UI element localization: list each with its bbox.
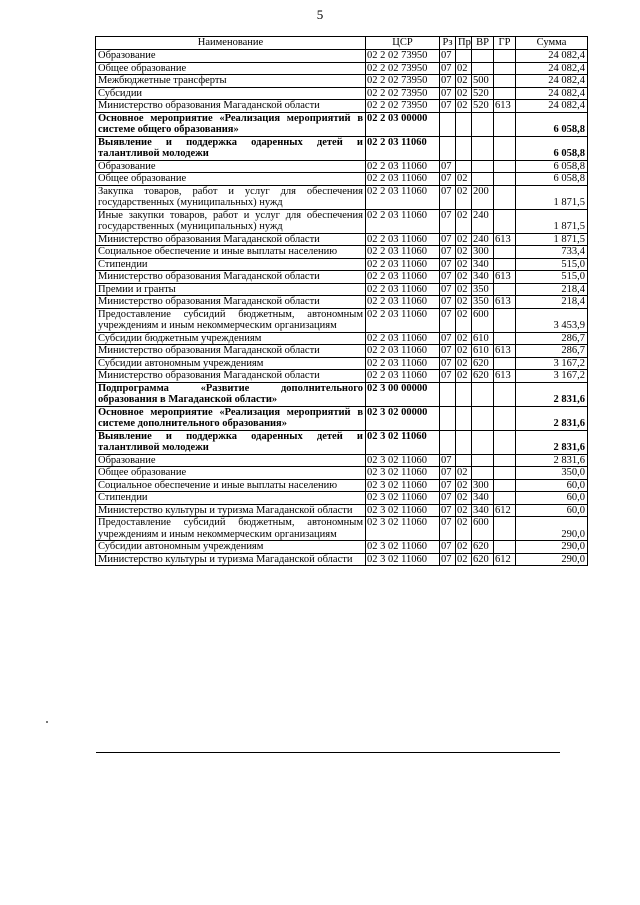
cell-name: Основное мероприятие «Реализация мероприятий в системе общего образования» [96, 112, 366, 136]
table-row [96, 454, 588, 467]
cell-sum: 350,0 [516, 467, 588, 480]
cell-vr [472, 430, 494, 454]
cell-gr [494, 479, 516, 492]
cell-gr [494, 75, 516, 88]
cell-pr: 02 [456, 258, 472, 271]
cell-pr: 02 [456, 233, 472, 246]
header-csr: ЦСР [366, 37, 440, 50]
cell-name: Субсидии бюджетным учреждениям [96, 332, 366, 345]
cell-name: Закупка товаров, работ и услуг для обеспечения государственных (муниципальных) нужд [96, 185, 366, 209]
header-vr: ВР [472, 37, 494, 50]
cell-sum: 733,4 [516, 246, 588, 259]
cell-sum: 24 082,4 [516, 100, 588, 113]
cell-sum: 24 082,4 [516, 62, 588, 75]
cell-name: Стипендии [96, 258, 366, 271]
cell-sum: 24 082,4 [516, 50, 588, 63]
cell-pr: 02 [456, 185, 472, 209]
cell-gr [494, 406, 516, 430]
cell-rz: 07 [440, 332, 456, 345]
cell-pr: 02 [456, 345, 472, 358]
cell-pr [456, 160, 472, 173]
cell-gr [494, 258, 516, 271]
cell-vr: 340 [472, 258, 494, 271]
table-row [96, 308, 588, 332]
cell-gr [494, 209, 516, 233]
cell-gr [494, 430, 516, 454]
cell-rz: 07 [440, 308, 456, 332]
cell-pr [456, 136, 472, 160]
cell-rz: 07 [440, 233, 456, 246]
cell-pr: 02 [456, 517, 472, 541]
cell-rz: 07 [440, 209, 456, 233]
cell-rz: 07 [440, 370, 456, 383]
cell-gr [494, 87, 516, 100]
cell-sum: 1 871,5 [516, 233, 588, 246]
cell-pr: 02 [456, 283, 472, 296]
cell-name: Предоставление субсидий бюджетным, автономным учреждениям и иным некоммерческим организациям [96, 308, 366, 332]
cell-sum: 1 871,5 [516, 185, 588, 209]
cell-rz: 07 [440, 87, 456, 100]
table-body [96, 50, 588, 566]
cell-gr [494, 541, 516, 554]
cell-csr: 02 2 03 11060 [366, 308, 440, 332]
cell-csr: 02 2 02 73950 [366, 87, 440, 100]
cell-vr: 340 [472, 492, 494, 505]
cell-rz [440, 382, 456, 406]
table-row [96, 173, 588, 186]
cell-name: Социальное обеспечение и иные выплаты населению [96, 246, 366, 259]
table-row [96, 332, 588, 345]
cell-name: Министерство культуры и туризма Магаданской области [96, 504, 366, 517]
cell-sum: 2 831,6 [516, 382, 588, 406]
cell-csr: 02 2 03 11060 [366, 136, 440, 160]
cell-gr [494, 467, 516, 480]
table-row [96, 406, 588, 430]
table-row [96, 357, 588, 370]
cell-csr: 02 2 03 11060 [366, 258, 440, 271]
cell-rz: 07 [440, 492, 456, 505]
cell-sum: 6 058,8 [516, 160, 588, 173]
cell-vr: 350 [472, 296, 494, 309]
cell-sum: 2 831,6 [516, 454, 588, 467]
cell-csr: 02 2 03 11060 [366, 271, 440, 284]
cell-sum: 24 082,4 [516, 75, 588, 88]
cell-pr [456, 382, 472, 406]
table-row [96, 209, 588, 233]
table-row [96, 382, 588, 406]
cell-rz: 07 [440, 345, 456, 358]
cell-rz: 07 [440, 467, 456, 480]
cell-csr: 02 2 03 11060 [366, 160, 440, 173]
cell-csr: 02 3 02 11060 [366, 479, 440, 492]
budget-table [95, 36, 588, 566]
cell-sum: 60,0 [516, 492, 588, 505]
cell-csr: 02 2 02 73950 [366, 62, 440, 75]
cell-sum: 60,0 [516, 504, 588, 517]
cell-csr: 02 3 02 11060 [366, 492, 440, 505]
cell-pr: 02 [456, 504, 472, 517]
cell-pr: 02 [456, 370, 472, 383]
cell-csr: 02 2 02 73950 [366, 100, 440, 113]
cell-name: Основное мероприятие «Реализация мероприятий в системе дополнительного образования» [96, 406, 366, 430]
cell-gr: 612 [494, 504, 516, 517]
cell-gr: 613 [494, 100, 516, 113]
cell-vr: 340 [472, 271, 494, 284]
cell-name: Образование [96, 160, 366, 173]
cell-name: Образование [96, 50, 366, 63]
cell-gr: 613 [494, 233, 516, 246]
cell-sum: 515,0 [516, 258, 588, 271]
cell-csr: 02 3 02 11060 [366, 467, 440, 480]
table-row [96, 246, 588, 259]
cell-csr: 02 2 03 11060 [366, 185, 440, 209]
table-row [96, 541, 588, 554]
table-row [96, 160, 588, 173]
cell-vr [472, 406, 494, 430]
table-row [96, 258, 588, 271]
table-row [96, 430, 588, 454]
cell-sum: 6 058,8 [516, 173, 588, 186]
table-row [96, 75, 588, 88]
cell-gr [494, 185, 516, 209]
cell-vr [472, 136, 494, 160]
cell-vr [472, 160, 494, 173]
cell-gr: 613 [494, 271, 516, 284]
cell-sum: 515,0 [516, 271, 588, 284]
cell-vr: 620 [472, 370, 494, 383]
cell-sum: 2 831,6 [516, 430, 588, 454]
cell-pr: 02 [456, 479, 472, 492]
cell-sum: 218,4 [516, 283, 588, 296]
cell-rz: 07 [440, 185, 456, 209]
cell-sum: 286,7 [516, 332, 588, 345]
cell-pr: 02 [456, 467, 472, 480]
cell-csr: 02 2 03 11060 [366, 209, 440, 233]
cell-csr: 02 3 02 11060 [366, 504, 440, 517]
cell-pr: 02 [456, 308, 472, 332]
cell-name: Общее образование [96, 467, 366, 480]
cell-csr: 02 2 03 11060 [366, 357, 440, 370]
cell-rz: 07 [440, 75, 456, 88]
cell-csr: 02 2 03 11060 [366, 233, 440, 246]
cell-pr [456, 430, 472, 454]
cell-vr [472, 50, 494, 63]
cell-csr: 02 2 03 11060 [366, 296, 440, 309]
table-header-row [96, 37, 588, 50]
cell-csr: 02 3 02 11060 [366, 541, 440, 554]
cell-rz: 07 [440, 479, 456, 492]
table-row [96, 62, 588, 75]
cell-sum: 286,7 [516, 345, 588, 358]
table-row [96, 370, 588, 383]
cell-csr: 02 2 02 73950 [366, 50, 440, 63]
cell-vr: 610 [472, 345, 494, 358]
cell-pr: 02 [456, 87, 472, 100]
cell-csr: 02 2 03 11060 [366, 246, 440, 259]
cell-pr: 02 [456, 62, 472, 75]
cell-vr: 240 [472, 233, 494, 246]
cell-gr [494, 62, 516, 75]
cell-pr: 02 [456, 357, 472, 370]
cell-name: Общее образование [96, 173, 366, 186]
table-row [96, 233, 588, 246]
table-row [96, 283, 588, 296]
cell-name: Социальное обеспечение и иные выплаты населению [96, 479, 366, 492]
cell-name: Выявление и поддержка одаренных детей и талантливой молодежи [96, 430, 366, 454]
cell-gr [494, 492, 516, 505]
cell-vr: 620 [472, 541, 494, 554]
cell-sum: 24 082,4 [516, 87, 588, 100]
cell-gr: 613 [494, 345, 516, 358]
cell-vr: 620 [472, 553, 494, 566]
cell-pr [456, 112, 472, 136]
cell-name: Министерство образования Магаданской области [96, 370, 366, 383]
cell-gr [494, 382, 516, 406]
cell-name: Премии и гранты [96, 283, 366, 296]
cell-pr: 02 [456, 75, 472, 88]
cell-rz: 07 [440, 283, 456, 296]
cell-vr [472, 382, 494, 406]
cell-name: Предоставление субсидий бюджетным, автономным учреждениям и иным некоммерческим организациям [96, 517, 366, 541]
table-row [96, 492, 588, 505]
cell-name: Стипендии [96, 492, 366, 505]
cell-rz [440, 136, 456, 160]
cell-csr: 02 3 02 11060 [366, 553, 440, 566]
table-row [96, 296, 588, 309]
table-row [96, 504, 588, 517]
cell-sum: 6 058,8 [516, 136, 588, 160]
cell-gr [494, 283, 516, 296]
cell-pr: 02 [456, 296, 472, 309]
cell-gr [494, 454, 516, 467]
header-rz: Рз [440, 37, 456, 50]
cell-csr: 02 3 02 11060 [366, 517, 440, 541]
cell-rz: 07 [440, 357, 456, 370]
cell-name: Министерство образования Магаданской области [96, 345, 366, 358]
cell-gr: 612 [494, 553, 516, 566]
cell-rz [440, 112, 456, 136]
cell-pr [456, 50, 472, 63]
cell-vr: 300 [472, 246, 494, 259]
cell-name: Межбюджетные трансферты [96, 75, 366, 88]
cell-rz: 07 [440, 504, 456, 517]
cell-rz: 07 [440, 296, 456, 309]
cell-csr: 02 2 02 73950 [366, 75, 440, 88]
cell-name: Министерство образования Магаданской области [96, 100, 366, 113]
table-row [96, 271, 588, 284]
cell-vr: 620 [472, 357, 494, 370]
cell-rz: 07 [440, 100, 456, 113]
cell-rz: 07 [440, 541, 456, 554]
cell-vr: 200 [472, 185, 494, 209]
bottom-rule [96, 752, 560, 753]
header-sum: Сумма [516, 37, 588, 50]
cell-vr: 520 [472, 87, 494, 100]
cell-pr: 02 [456, 209, 472, 233]
cell-gr [494, 308, 516, 332]
cell-vr: 600 [472, 308, 494, 332]
cell-vr: 600 [472, 517, 494, 541]
cell-pr [456, 406, 472, 430]
cell-csr: 02 3 02 00000 [366, 406, 440, 430]
cell-csr: 02 3 00 00000 [366, 382, 440, 406]
cell-gr [494, 246, 516, 259]
cell-vr: 610 [472, 332, 494, 345]
cell-pr [456, 454, 472, 467]
table-row [96, 100, 588, 113]
cell-rz: 07 [440, 553, 456, 566]
cell-csr: 02 2 03 11060 [366, 173, 440, 186]
cell-csr: 02 2 03 11060 [366, 345, 440, 358]
cell-sum: 290,0 [516, 541, 588, 554]
cell-pr: 02 [456, 100, 472, 113]
cell-vr: 300 [472, 479, 494, 492]
header-gr: ГР [494, 37, 516, 50]
cell-pr: 02 [456, 553, 472, 566]
cell-gr [494, 112, 516, 136]
cell-rz: 07 [440, 62, 456, 75]
table-row [96, 185, 588, 209]
cell-vr [472, 112, 494, 136]
cell-vr: 520 [472, 100, 494, 113]
cell-sum: 290,0 [516, 553, 588, 566]
cell-gr [494, 517, 516, 541]
table-row [96, 87, 588, 100]
cell-rz: 07 [440, 271, 456, 284]
cell-sum: 3 453,9 [516, 308, 588, 332]
cell-sum: 2 831,6 [516, 406, 588, 430]
cell-vr: 340 [472, 504, 494, 517]
table-row [96, 50, 588, 63]
table-row [96, 112, 588, 136]
cell-name: Субсидии автономным учреждениям [96, 357, 366, 370]
table-row [96, 345, 588, 358]
cell-rz: 07 [440, 454, 456, 467]
cell-rz [440, 430, 456, 454]
cell-sum: 218,4 [516, 296, 588, 309]
cell-vr [472, 173, 494, 186]
cell-vr: 240 [472, 209, 494, 233]
cell-csr: 02 3 02 11060 [366, 430, 440, 454]
table-row [96, 553, 588, 566]
scan-speck [46, 721, 48, 723]
cell-vr [472, 454, 494, 467]
cell-gr [494, 160, 516, 173]
cell-gr [494, 136, 516, 160]
cell-pr: 02 [456, 492, 472, 505]
cell-sum: 1 871,5 [516, 209, 588, 233]
cell-sum: 6 058,8 [516, 112, 588, 136]
cell-name: Министерство культуры и туризма Магаданской области [96, 553, 366, 566]
cell-csr: 02 2 03 00000 [366, 112, 440, 136]
cell-vr [472, 62, 494, 75]
cell-name: Выявление и поддержка одаренных детей и талантливой молодежи [96, 136, 366, 160]
cell-csr: 02 2 03 11060 [366, 332, 440, 345]
cell-pr: 02 [456, 271, 472, 284]
cell-rz: 07 [440, 258, 456, 271]
cell-sum: 290,0 [516, 517, 588, 541]
table-row [96, 136, 588, 160]
cell-vr [472, 467, 494, 480]
cell-vr: 500 [472, 75, 494, 88]
cell-csr: 02 3 02 11060 [366, 454, 440, 467]
cell-pr: 02 [456, 173, 472, 186]
table-row [96, 479, 588, 492]
cell-name: Иные закупки товаров, работ и услуг для обеспечения государственных (муниципальных) нужд [96, 209, 366, 233]
cell-gr: 613 [494, 296, 516, 309]
cell-name: Образование [96, 454, 366, 467]
table-row [96, 517, 588, 541]
cell-rz: 07 [440, 50, 456, 63]
header-pr: Пр [456, 37, 472, 50]
cell-pr: 02 [456, 332, 472, 345]
cell-gr [494, 50, 516, 63]
cell-name: Субсидии автономным учреждениям [96, 541, 366, 554]
cell-rz [440, 406, 456, 430]
cell-name: Субсидии [96, 87, 366, 100]
cell-gr [494, 332, 516, 345]
cell-name: Министерство образования Магаданской области [96, 296, 366, 309]
cell-sum: 3 167,2 [516, 370, 588, 383]
cell-name: Общее образование [96, 62, 366, 75]
cell-sum: 60,0 [516, 479, 588, 492]
cell-pr: 02 [456, 246, 472, 259]
cell-name: Министерство образования Магаданской области [96, 233, 366, 246]
table-row [96, 467, 588, 480]
cell-rz: 07 [440, 173, 456, 186]
cell-gr [494, 357, 516, 370]
cell-gr: 613 [494, 370, 516, 383]
cell-csr: 02 2 03 11060 [366, 370, 440, 383]
cell-rz: 07 [440, 517, 456, 541]
cell-sum: 3 167,2 [516, 357, 588, 370]
page-number: 5 [316, 7, 324, 22]
cell-csr: 02 2 03 11060 [366, 283, 440, 296]
cell-rz: 07 [440, 160, 456, 173]
cell-pr: 02 [456, 541, 472, 554]
header-name: Наименование [96, 37, 366, 50]
cell-name: Подпрограмма «Развитие дополнительного образования в Магаданской области» [96, 382, 366, 406]
cell-gr [494, 173, 516, 186]
cell-rz: 07 [440, 246, 456, 259]
cell-name: Министерство образования Магаданской области [96, 271, 366, 284]
cell-vr: 350 [472, 283, 494, 296]
